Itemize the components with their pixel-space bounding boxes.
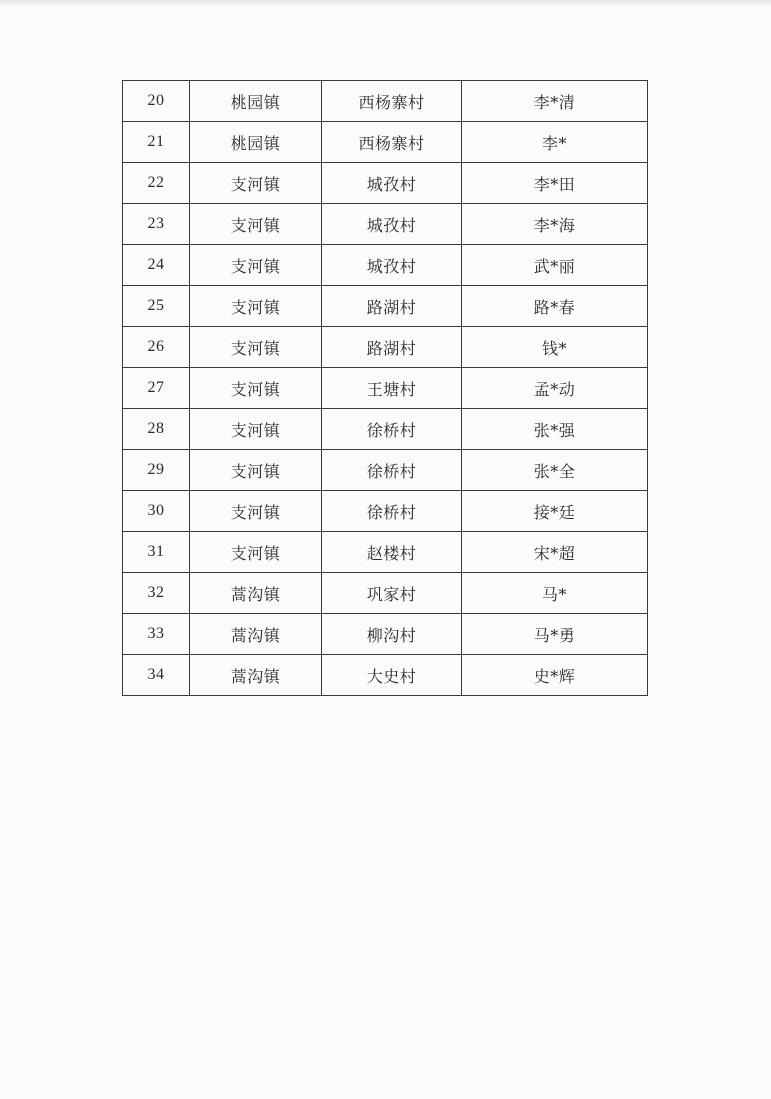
town-cell: 支河镇 — [190, 532, 322, 573]
row-number-cell: 20 — [123, 81, 190, 122]
table-row — [123, 573, 648, 614]
town-cell: 蒿沟镇 — [190, 573, 322, 614]
person-name-cell: 马* — [462, 573, 648, 614]
person-name-cell: 宋*超 — [462, 532, 648, 573]
town-cell: 蒿沟镇 — [190, 614, 322, 655]
town-cell: 支河镇 — [190, 450, 322, 491]
row-number-cell: 23 — [123, 204, 190, 245]
table-row — [123, 245, 648, 286]
row-number-cell: 26 — [123, 327, 190, 368]
table-row — [123, 491, 648, 532]
village-cell: 王塘村 — [322, 368, 462, 409]
row-number-cell: 22 — [123, 163, 190, 204]
village-cell: 大史村 — [322, 655, 462, 696]
table-row — [123, 532, 648, 573]
town-cell: 支河镇 — [190, 327, 322, 368]
town-cell: 支河镇 — [190, 491, 322, 532]
row-number-cell: 33 — [123, 614, 190, 655]
person-name-cell: 路*春 — [462, 286, 648, 327]
village-cell: 城孜村 — [322, 245, 462, 286]
town-cell: 支河镇 — [190, 204, 322, 245]
row-number-cell: 29 — [123, 450, 190, 491]
row-number-cell: 34 — [123, 655, 190, 696]
village-cell: 路湖村 — [322, 286, 462, 327]
row-number-cell: 27 — [123, 368, 190, 409]
village-cell: 赵楼村 — [322, 532, 462, 573]
table-row — [123, 204, 648, 245]
person-name-cell: 史*辉 — [462, 655, 648, 696]
roster-table-container — [122, 80, 643, 696]
table-row — [123, 409, 648, 450]
town-cell: 支河镇 — [190, 368, 322, 409]
village-cell: 城孜村 — [322, 204, 462, 245]
row-number-cell: 21 — [123, 122, 190, 163]
town-cell: 支河镇 — [190, 245, 322, 286]
table-row — [123, 163, 648, 204]
row-number-cell: 25 — [123, 286, 190, 327]
village-cell: 柳沟村 — [322, 614, 462, 655]
row-number-cell: 30 — [123, 491, 190, 532]
person-name-cell: 接*廷 — [462, 491, 648, 532]
person-name-cell: 李*海 — [462, 204, 648, 245]
row-number-cell: 24 — [123, 245, 190, 286]
page-top-edge — [0, 0, 771, 6]
town-cell: 支河镇 — [190, 163, 322, 204]
village-cell: 徐桥村 — [322, 450, 462, 491]
village-cell: 巩家村 — [322, 573, 462, 614]
person-name-cell: 李*田 — [462, 163, 648, 204]
person-name-cell: 李*清 — [462, 81, 648, 122]
table-row — [123, 368, 648, 409]
row-number-cell: 31 — [123, 532, 190, 573]
table-row — [123, 450, 648, 491]
village-cell: 西杨寨村 — [322, 81, 462, 122]
table-row — [123, 122, 648, 163]
person-name-cell: 李* — [462, 122, 648, 163]
table-row — [123, 327, 648, 368]
roster-table-body — [123, 81, 648, 696]
village-cell: 西杨寨村 — [322, 122, 462, 163]
table-row — [123, 81, 648, 122]
roster-table — [122, 80, 648, 696]
town-cell: 桃园镇 — [190, 81, 322, 122]
table-row — [123, 655, 648, 696]
village-cell: 徐桥村 — [322, 409, 462, 450]
town-cell: 支河镇 — [190, 286, 322, 327]
person-name-cell: 张*强 — [462, 409, 648, 450]
table-row — [123, 286, 648, 327]
table-row — [123, 614, 648, 655]
person-name-cell: 武*丽 — [462, 245, 648, 286]
village-cell: 路湖村 — [322, 327, 462, 368]
person-name-cell: 钱* — [462, 327, 648, 368]
town-cell: 支河镇 — [190, 409, 322, 450]
row-number-cell: 28 — [123, 409, 190, 450]
row-number-cell: 32 — [123, 573, 190, 614]
village-cell: 徐桥村 — [322, 491, 462, 532]
town-cell: 桃园镇 — [190, 122, 322, 163]
village-cell: 城孜村 — [322, 163, 462, 204]
person-name-cell: 张*全 — [462, 450, 648, 491]
person-name-cell: 孟*动 — [462, 368, 648, 409]
person-name-cell: 马*勇 — [462, 614, 648, 655]
town-cell: 蒿沟镇 — [190, 655, 322, 696]
